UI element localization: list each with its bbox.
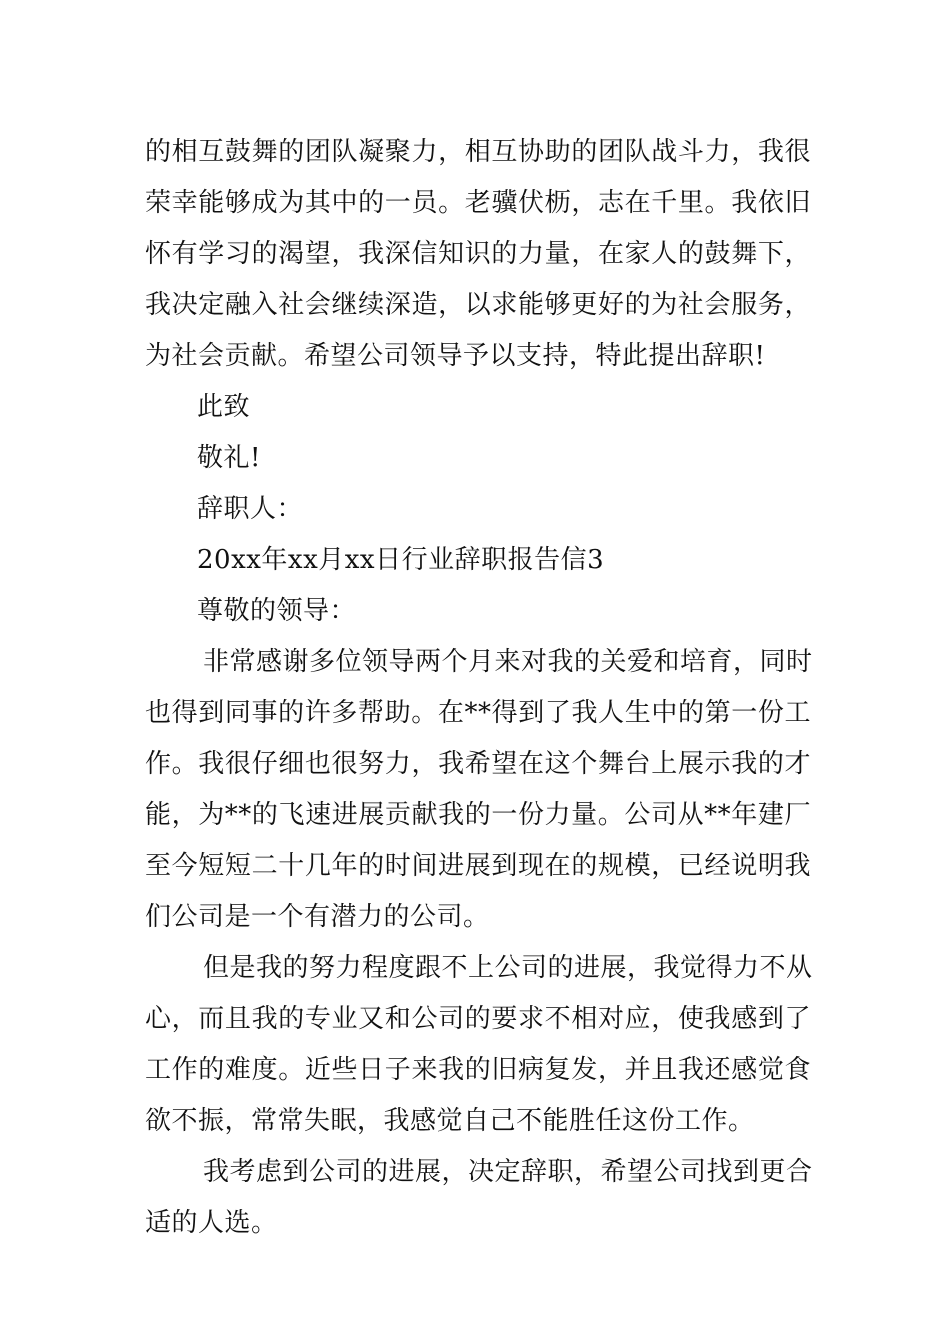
text-line: 非常感谢多位领导两个月来对我的关爱和培育，同时 [203, 647, 813, 677]
text-line: 我决定融入社会继续深造，以求能够更好的为社会服务， [145, 290, 811, 320]
text-line: 作。我很仔细也很努力，我希望在这个舞台上展示我的才 [145, 749, 811, 779]
text-line: 欲不振，常常失眠，我感觉自己不能胜任这份工作。 [145, 1106, 755, 1136]
text-line: 尊敬的领导： [197, 596, 357, 626]
salutation-line [145, 586, 811, 637]
text-line: 荣幸能够成为其中的一员。老骥伏枥，志在千里。我依旧 [145, 188, 811, 218]
paragraph-2 [145, 943, 811, 1147]
text-line: 的相互鼓舞的团队凝聚力，相互协助的团队战斗力，我很 [145, 137, 811, 167]
text-line: 我考虑到公司的进展，决定辞职，希望公司找到更合 [203, 1157, 813, 1187]
text-line: 们公司是一个有潜力的公司。 [145, 902, 490, 932]
paragraph-1 [145, 637, 811, 943]
date-title-line [145, 535, 811, 586]
closing-greeting-2 [145, 433, 811, 484]
opening-paragraph [145, 127, 811, 382]
text-line: 为社会贡献。希望公司领导予以支持，特此提出辞职! [145, 341, 766, 371]
paragraph-3 [145, 1147, 811, 1249]
text-line: 20xx年xx月xx日行业辞职报告信3 [197, 545, 605, 575]
closing-greeting-1 [145, 382, 811, 433]
text-line: 此致 [197, 392, 251, 422]
text-line: 能，为**的飞速进展贡献我的一份力量。公司从**年建厂 [145, 800, 811, 830]
text-line: 工作的难度。近些日子来我的旧病复发，并且我还感觉食 [145, 1055, 811, 1085]
text-line: 适的人选。 [145, 1208, 278, 1238]
text-line: 敬礼! [197, 443, 261, 473]
text-line: 但是我的努力程度跟不上公司的进展，我觉得力不从 [203, 953, 813, 983]
text-line: 至今短短二十几年的时间进展到现在的规模，已经说明我 [145, 851, 811, 881]
text-line: 心，而且我的专业又和公司的要求不相对应，使我感到了 [145, 1004, 811, 1034]
text-line: 也得到同事的许多帮助。在**得到了我人生中的第一份工 [145, 698, 811, 728]
document-body [145, 127, 811, 1249]
text-line: 怀有学习的渴望，我深信知识的力量，在家人的鼓舞下， [145, 239, 811, 269]
signature-line [145, 484, 811, 535]
text-line: 辞职人： [197, 494, 304, 524]
